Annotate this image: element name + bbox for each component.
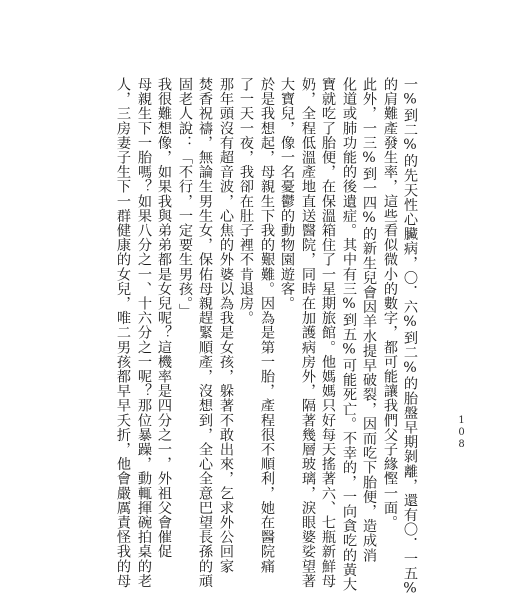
text-column: 寶就吃了胎便，在保溫箱住了一星期旅館。他媽媽只好每天搖著六、七瓶新鮮母 xyxy=(320,77,336,588)
text-column: 那年頭沒有超音波，心焦的外婆以為我是女孩，躲著不敢出來，乞求外公回家 xyxy=(218,77,234,574)
text-column: 固老人說：「不行，一定要生男孩。」 xyxy=(177,77,193,319)
text-column: 一%到二%的先天性心臟病，〇．六%到二%的胎盤早期剝離，還有〇．一五% xyxy=(402,77,418,597)
text-column: 人，三房妻子生下一群健康的女兒，唯二男孩都早早夭折，他會嚴厲責怪我的母 xyxy=(115,77,131,588)
text-column: 母親生下一胎嗎？如果八分之一、十六分之一呢？那位暴躁，動輒揮碗拍桌的老 xyxy=(136,77,152,588)
text-column: 奶，全程低溫產地直送醫院，同時在加護病房外，隔著幾層玻璃，淚眼婆娑望著 xyxy=(300,77,316,588)
text-column: 此外，一三%到一四%的新生兒會因羊水提早破裂，因而吃下胎便，造成消 xyxy=(361,77,377,563)
text-column: 的肩難產發生率，這些看似微小的數字，都可能讓我們父子緣慳一面。 xyxy=(382,77,398,530)
text-column: 化道或肺功能的後遺症。其中有三%到五%可能死亡。不幸的，一向貪吃的黃大 xyxy=(341,77,357,592)
text-column: 我很難想像，如果我與弟弟都是女兒呢？這機率是四分之一，外祖父會催促 xyxy=(156,77,172,559)
text-column: 焚香祝禱，無論生男生女，保佑母親趕緊順產，沒想到，全心全意巴望長孫的頑 xyxy=(197,77,213,588)
text-column: 大寶兒，像一名憂鬱的動物園遊客。 xyxy=(279,77,295,311)
page-number: 108 xyxy=(456,415,467,451)
text-column: 了一天一夜，我卻在肚子裡不肯退房。 xyxy=(238,77,254,326)
text-column: 於是我想起，母親生下我的艱難。因為是第一胎，產程很不順利，她在醫院痛 xyxy=(259,77,275,574)
